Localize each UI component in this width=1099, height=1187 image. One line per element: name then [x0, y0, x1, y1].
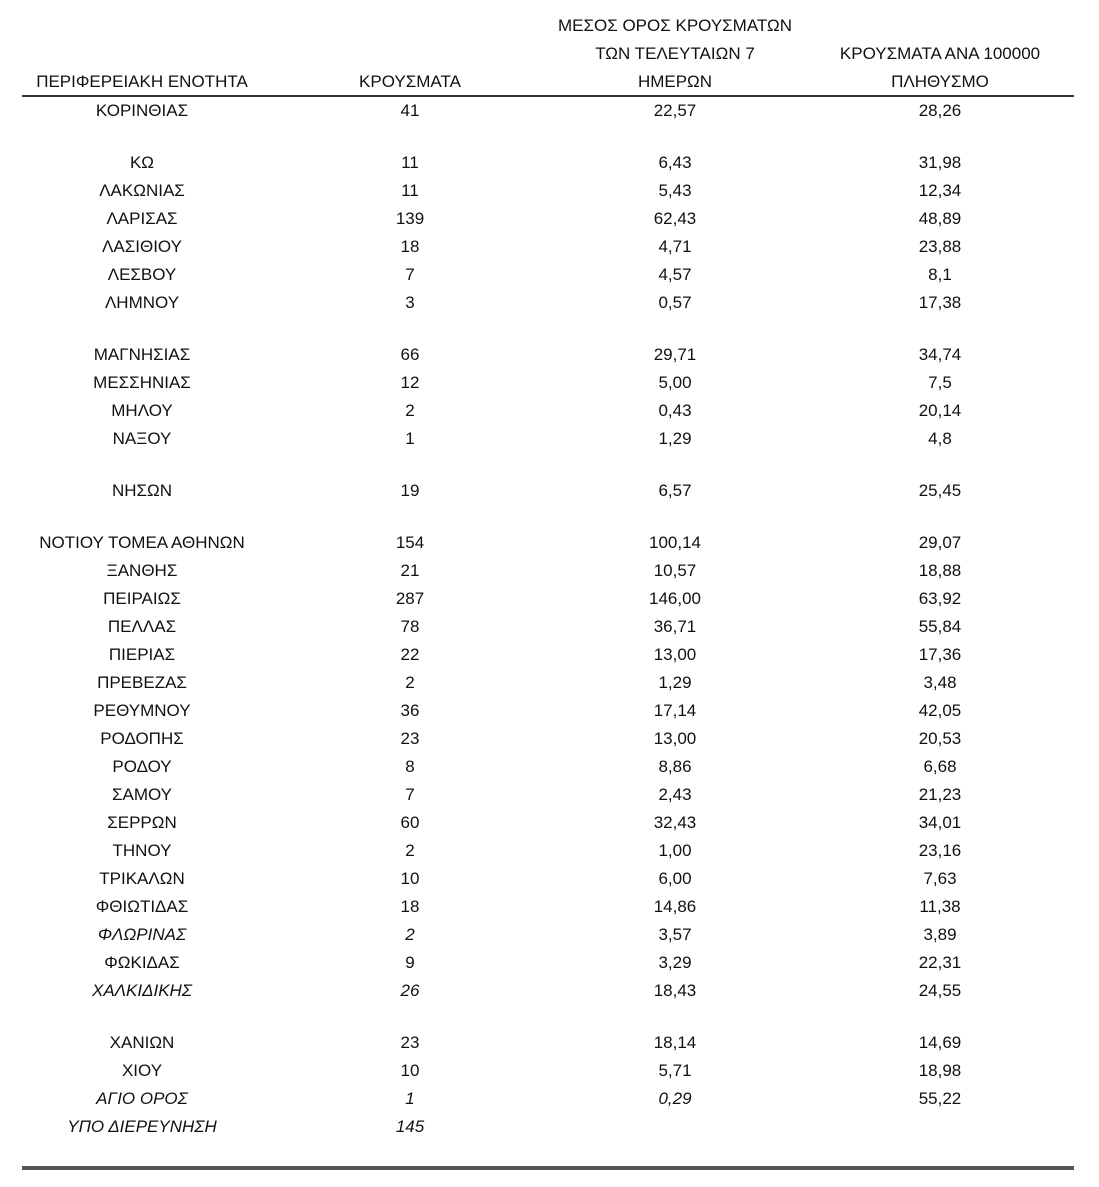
table-row — [0, 369, 1099, 397]
avg7-cell: 6,43 — [658, 153, 692, 172]
per100k-cell: 12,34 — [918, 181, 962, 200]
header-avg-line1: ΜΕΣΟΣ ΟΡΟΣ ΚΡΟΥΣΜΑΤΩΝ — [558, 16, 792, 35]
avg7-cell: 18,14 — [653, 1033, 697, 1052]
region-cell: ΑΓΙΟ ΟΡΟΣ — [96, 1089, 188, 1108]
per100k-cell: 23,16 — [918, 841, 962, 860]
avg7-cell: 17,14 — [653, 701, 697, 720]
cases-cell: 154 — [395, 533, 425, 552]
cases-cell: 41 — [400, 101, 420, 120]
avg7-cell: 0,57 — [658, 293, 692, 312]
per100k-cell: 3,89 — [923, 925, 957, 944]
cases-cell: 8 — [405, 757, 415, 776]
cases-cell: 1 — [405, 429, 415, 448]
region-cell: ΛΕΣΒΟΥ — [107, 265, 177, 284]
cases-cell: 2 — [405, 841, 415, 860]
region-cell: ΛΑΚΩΝΙΑΣ — [99, 181, 185, 200]
table-row — [0, 1113, 1099, 1141]
region-cell: ΣΕΡΡΩΝ — [107, 813, 177, 832]
cases-cell: 26 — [400, 981, 420, 1000]
avg7-cell: 8,86 — [658, 757, 692, 776]
region-cell: ΦΩΚΙΔΑΣ — [104, 953, 180, 972]
avg7-cell: 36,71 — [653, 617, 697, 636]
per100k-cell: 24,55 — [918, 981, 962, 1000]
avg7-cell: 4,57 — [658, 265, 692, 284]
cases-cell: 66 — [400, 345, 420, 364]
cases-cell: 287 — [395, 589, 425, 608]
per100k-cell: 55,22 — [918, 1089, 962, 1108]
avg7-cell: 14,86 — [653, 897, 697, 916]
avg7-cell: 100,14 — [649, 533, 701, 552]
region-cell: ΠΡΕΒΕΖΑΣ — [97, 673, 187, 692]
table-row — [0, 977, 1099, 1005]
region-cell: ΜΗΛΟΥ — [111, 401, 173, 420]
avg7-cell: 146,00 — [649, 589, 701, 608]
per100k-cell: 18,88 — [918, 561, 962, 580]
table-row — [0, 529, 1099, 557]
cases-cell: 36 — [400, 701, 420, 720]
per100k-cell: 20,14 — [918, 401, 962, 420]
per100k-cell: 23,88 — [918, 237, 962, 256]
region-cell: ΡΟΔΟΥ — [112, 757, 172, 776]
table-row — [0, 97, 1099, 125]
region-cell: ΚΩ — [129, 153, 155, 172]
avg7-cell: 3,29 — [658, 953, 692, 972]
cases-cell: 10 — [400, 869, 420, 888]
per100k-cell: 31,98 — [918, 153, 962, 172]
cases-cell: 10 — [400, 1061, 420, 1080]
cases-cell: 60 — [400, 813, 420, 832]
table-row — [0, 613, 1099, 641]
avg7-cell: 22,57 — [653, 101, 697, 120]
region-cell: ΧΑΛΚΙΔΙΚΗΣ — [91, 981, 193, 1000]
avg7-cell: 3,57 — [658, 925, 692, 944]
cases-cell: 18 — [400, 897, 420, 916]
header-cases: ΚΡΟΥΣΜΑΤΑ — [359, 72, 461, 91]
cases-cell: 22 — [400, 645, 420, 664]
per100k-cell: 63,92 — [918, 589, 962, 608]
table-row — [0, 1057, 1099, 1085]
cases-cell: 19 — [400, 481, 420, 500]
per100k-cell: 42,05 — [918, 701, 962, 720]
region-cell: ΤΡΙΚΑΛΩΝ — [99, 869, 185, 888]
header-avg-line3: ΗΜΕΡΩΝ — [637, 72, 713, 91]
region-cell: ΛΑΡΙΣΑΣ — [106, 209, 178, 228]
region-cell: ΝΗΣΩΝ — [111, 481, 173, 500]
table-row — [0, 205, 1099, 233]
avg7-cell: 5,00 — [658, 373, 692, 392]
per100k-cell: 18,98 — [918, 1061, 962, 1080]
table-row — [0, 921, 1099, 949]
per100k-cell: 48,89 — [918, 209, 962, 228]
per100k-cell: 6,68 — [923, 757, 957, 776]
cases-cell: 2 — [405, 401, 415, 420]
region-cell: ΡΕΘΥΜΝΟΥ — [93, 701, 191, 720]
table-bottom-rule — [22, 1166, 1074, 1170]
avg7-cell: 32,43 — [653, 813, 697, 832]
region-cell: ΠΙΕΡΙΑΣ — [108, 645, 176, 664]
cases-cell: 2 — [405, 925, 415, 944]
per100k-cell: 55,84 — [918, 617, 962, 636]
region-cell: ΣΑΜΟΥ — [111, 785, 173, 804]
table-row — [0, 289, 1099, 317]
avg7-cell: 1,29 — [658, 673, 692, 692]
region-cell: ΠΕΛΛΑΣ — [107, 617, 177, 636]
region-cell: ΞΑΝΘΗΣ — [106, 561, 178, 580]
per100k-cell: 17,36 — [918, 645, 962, 664]
region-cell: ΦΛΩΡΙΝΑΣ — [97, 925, 187, 944]
region-cell: ΜΕΣΣΗΝΙΑΣ — [93, 373, 191, 392]
per100k-cell: 17,38 — [918, 293, 962, 312]
cases-cell: 7 — [405, 265, 415, 284]
avg7-cell: 13,00 — [653, 729, 697, 748]
per100k-cell: 7,63 — [923, 869, 957, 888]
per100k-cell: 22,31 — [918, 953, 962, 972]
table-row — [0, 397, 1099, 425]
table-row — [0, 809, 1099, 837]
per100k-cell: 7,5 — [928, 373, 952, 392]
per100k-cell: 28,26 — [918, 101, 962, 120]
avg7-cell: 4,71 — [658, 237, 692, 256]
table-row — [0, 753, 1099, 781]
cases-cell: 23 — [400, 729, 420, 748]
per100k-cell: 3,48 — [923, 673, 957, 692]
avg7-cell: 0,29 — [658, 1089, 692, 1108]
avg7-cell: 5,71 — [658, 1061, 692, 1080]
avg7-cell: 0,43 — [658, 401, 692, 420]
avg7-cell: 1,29 — [658, 429, 692, 448]
header-per100k-line1: ΚΡΟΥΣΜΑΤΑ ΑΝΑ 100000 — [839, 44, 1041, 63]
table-row — [0, 149, 1099, 177]
region-cell: ΦΘΙΩΤΙΔΑΣ — [95, 897, 189, 916]
per100k-cell: 4,8 — [928, 429, 952, 448]
header-region: ΠΕΡΙΦΕΡΕΙΑΚΗ ΕΝΟΤΗΤΑ — [36, 72, 248, 91]
per100k-cell: 29,07 — [918, 533, 962, 552]
region-cell: ΤΗΝΟΥ — [112, 841, 172, 860]
table-row — [0, 341, 1099, 369]
table-row — [0, 893, 1099, 921]
cases-cell: 78 — [400, 617, 420, 636]
per100k-cell: 8,1 — [928, 265, 952, 284]
cases-cell: 11 — [401, 181, 419, 200]
avg7-cell: 1,00 — [658, 841, 692, 860]
cases-cell: 145 — [395, 1117, 425, 1136]
cases-cell: 18 — [400, 237, 420, 256]
per100k-cell: 20,53 — [918, 729, 962, 748]
table-row — [0, 865, 1099, 893]
region-cell: ΠΕΙΡΑΙΩΣ — [103, 589, 181, 608]
avg7-cell: 13,00 — [653, 645, 697, 664]
per100k-cell: 11,38 — [919, 897, 961, 916]
region-cell: ΜΑΓΝΗΣΙΑΣ — [93, 345, 191, 364]
per100k-cell: 34,74 — [918, 345, 962, 364]
cases-cell: 139 — [395, 209, 425, 228]
cases-cell: 11 — [401, 153, 419, 172]
avg7-cell: 6,57 — [658, 481, 692, 500]
table-row — [0, 261, 1099, 289]
table-row — [0, 725, 1099, 753]
avg7-cell: 18,43 — [653, 981, 697, 1000]
per100k-cell: 14,69 — [918, 1033, 962, 1052]
table-row — [0, 669, 1099, 697]
cases-cell: 1 — [405, 1089, 415, 1108]
table-row — [0, 177, 1099, 205]
avg7-cell: 2,43 — [658, 785, 692, 804]
avg7-cell: 29,71 — [653, 345, 697, 364]
table-row — [0, 781, 1099, 809]
table-row — [0, 557, 1099, 585]
cases-cell: 3 — [405, 293, 415, 312]
region-cell: ΛΗΜΝΟΥ — [104, 293, 180, 312]
region-cell: ΚΟΡΙΝΘΙΑΣ — [95, 101, 189, 120]
table-row — [0, 697, 1099, 725]
region-cell: ΡΟΔΟΠΗΣ — [100, 729, 184, 748]
avg7-cell: 10,57 — [653, 561, 697, 580]
cases-cell: 2 — [405, 673, 415, 692]
table-row — [0, 837, 1099, 865]
table-header — [0, 0, 1099, 96]
table-row — [0, 425, 1099, 453]
avg7-cell: 5,43 — [658, 181, 692, 200]
cases-cell: 9 — [405, 953, 415, 972]
cases-cell: 21 — [400, 561, 420, 580]
header-avg-line2: ΤΩΝ ΤΕΛΕΥΤΑΙΩΝ 7 — [595, 44, 755, 63]
per100k-cell: 21,23 — [918, 785, 962, 804]
region-cell: ΧΙΟΥ — [121, 1061, 163, 1080]
per100k-cell: 25,45 — [918, 481, 962, 500]
region-cell: ΛΑΣΙΘΙΟΥ — [102, 237, 182, 256]
table-body — [0, 97, 1099, 1141]
table-row — [0, 1085, 1099, 1113]
table-row — [0, 949, 1099, 977]
region-cell: ΝΟΤΙΟΥ ΤΟΜΕΑ ΑΘΗΝΩΝ — [39, 533, 245, 552]
region-cell: ΧΑΝΙΩΝ — [109, 1033, 175, 1052]
cases-cell: 7 — [405, 785, 415, 804]
cases-cell: 12 — [400, 373, 420, 392]
table-row — [0, 585, 1099, 613]
avg7-cell: 6,00 — [658, 869, 692, 888]
header-per100k-line2: ΠΛΗΘΥΣΜΟ — [891, 72, 989, 91]
table-row — [0, 641, 1099, 669]
table-row — [0, 233, 1099, 261]
per100k-cell: 34,01 — [918, 813, 962, 832]
table-row — [0, 477, 1099, 505]
table-row — [0, 1029, 1099, 1057]
avg7-cell: 62,43 — [653, 209, 697, 228]
region-cell: ΥΠΟ ΔΙΕΡΕΥΝΗΣΗ — [67, 1117, 217, 1136]
region-cell: ΝΑΞΟΥ — [112, 429, 172, 448]
cases-cell: 23 — [400, 1033, 420, 1052]
